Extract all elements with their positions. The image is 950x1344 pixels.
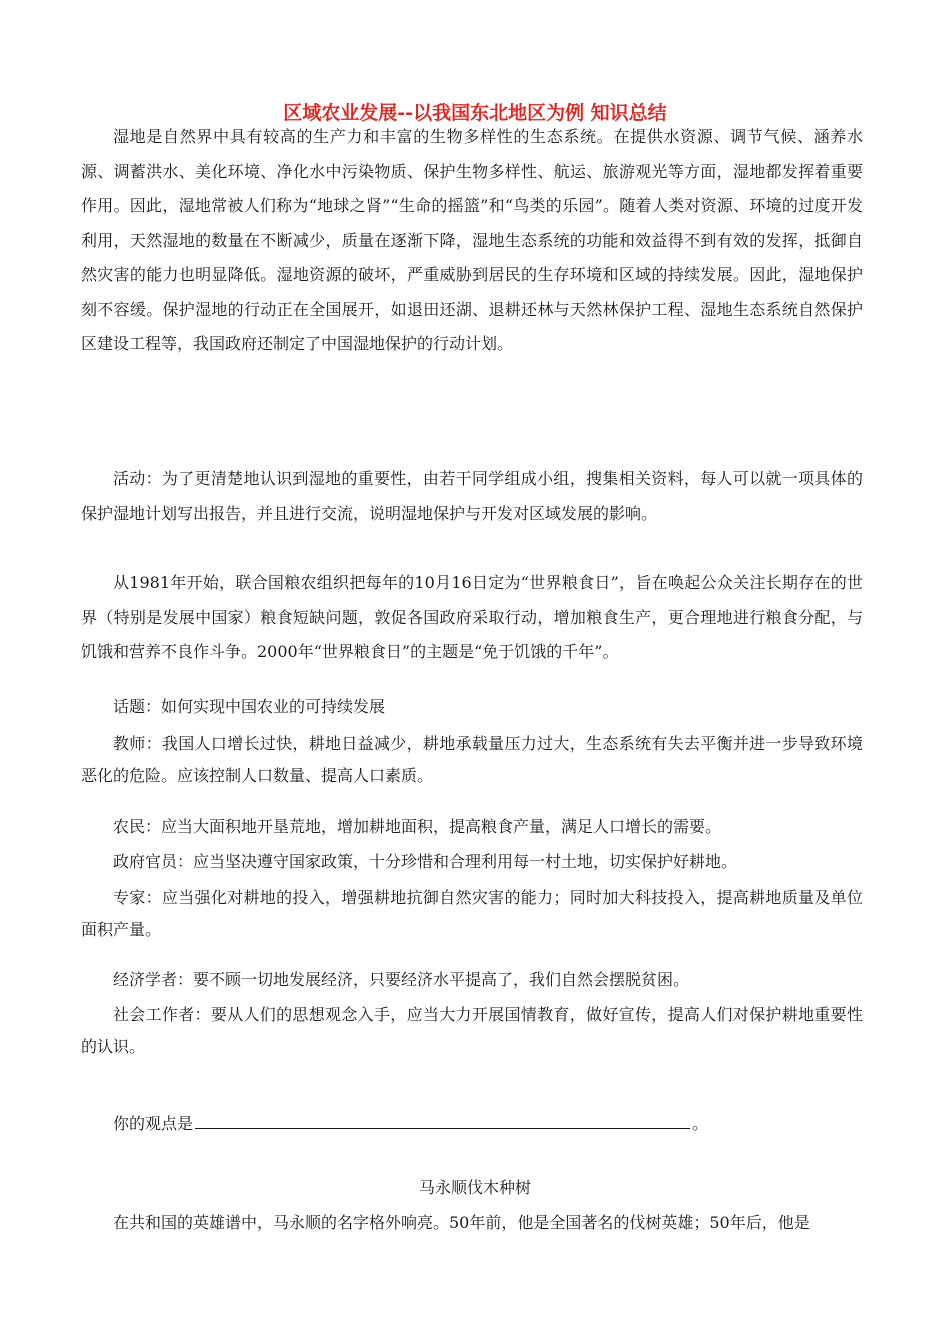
ma-yongshun-paragraph: 在共和国的英雄谱中，马永顺的名字格外响亮。50年前，他是全国著名的伐树英雄；50年后，他是: [113, 1213, 810, 1232]
economist-opinion: 经济学者：要不顾一切地发展经济，只要经济水平提高了，我们自然会摆脱贫困。: [113, 970, 690, 989]
social-worker-opinion: 社会工作者：要从人们的思想观念入手，应当大力开展国情教育，做好宣传，提高人们对保护耕地重要性的认识。: [81, 1005, 863, 1056]
wetland-paragraph: 湿地是自然界中具有较高的生产力和丰富的生物多样性的生态系统。在提供水资源、调节气候、涵养水源、调蓄洪水、美化环境、净化水中污染物质、保护生物多样性、航运、旅游观光等方面，湿地都发挥着重要作用。因此，湿地常被人们称为“地球之肾”“生命的摇篮”和“鸟类的乐园”。随着人类对资源、环境的过度开发利用，天然湿地的数量在不断减少，质量在逐渐下降，湿地生态系统的功能和效益得不到有效的发挥，抵御自然灾害的能力也明显降低。湿地资源的破坏，严重威胁到居民的生存环境和区域的持续发展。因此，湿地保护刻不容缓。保护湿地的行动正在全国展开，如退田还湖、退耕还林与天然林保护工程、湿地生态系统自然保护区建设工程等，我国政府还制定了中国湿地保护的行动计划。: [81, 127, 863, 353]
answer-blank[interactable]: [195, 1112, 690, 1129]
your-view-end: 。: [692, 1114, 709, 1133]
farmer-opinion: 农民：应当大面积地开垦荒地，增加耕地面积，提高粮食产量，满足人口增长的需要。: [113, 817, 722, 836]
document-title: 区域农业发展--以我国东北地区为例 知识总结: [283, 102, 667, 124]
food-day-paragraph: 从1981年开始，联合国粮农组织把每年的10月16日定为“世界粮食日”，旨在唤起公众关注长期存在的世界（特别是发展中国家）粮食短缺问题，敦促各国政府采取行动，增加粮食生产，更合理地进行粮食分配，与饥饿和营养不良作斗争。2000年“世界粮食日”的主题是“免于饥饿的千年”。: [81, 573, 863, 661]
official-opinion: 政府官员：应当坚决遵守国家政策，十分珍惜和合理利用每一村土地，切实保护好耕地。: [113, 852, 738, 871]
your-view-line: [81, 1112, 708, 1136]
your-view-label: 你的观点是: [113, 1114, 194, 1133]
teacher-opinion: 教师：我国人口增长过快，耕地日益减少，耕地承载量压力过大，生态系统有失去平衡并进一步导致环境恶化的危险。应该控制人口数量、提高人口素质。: [81, 734, 863, 785]
topic-line: 话题：如何实现中国农业的可持续发展: [113, 697, 386, 716]
expert-opinion: 专家：应当强化对耕地的投入，增强耕地抗御自然灾害的能力；同时加大科技投入，提高耕地质量及单位面积产量。: [81, 888, 863, 939]
activity-paragraph: 活动：为了更清楚地认识到湿地的重要性，由若干同学组成小组，搜集相关资料，每人可以就一项具体的保护湿地计划写出报告，并且进行交流，说明湿地保护与开发对区域发展的影响。: [81, 469, 863, 523]
section-title: 马永顺伐木种树: [418, 1178, 531, 1197]
